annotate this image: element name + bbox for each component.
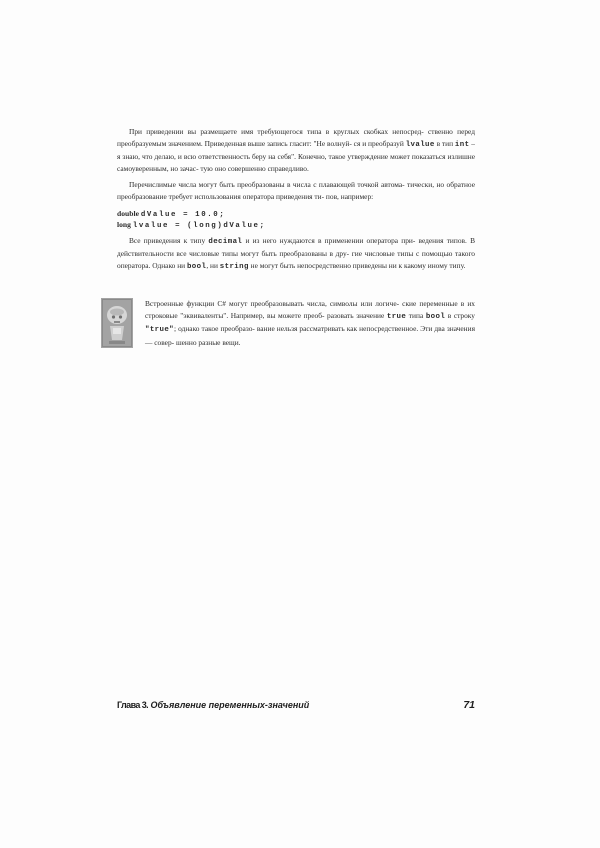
paragraph-enumerable: Перечислимые числа могут быть преобразованы в числа с плавающей точкой автома- тически, но обратное преобразование требует использования оператора приведения ти- пов, например: [117,180,475,201]
text-run: типа [406,310,426,320]
text-run: не могут быть непосредственно приведены ни к какому иному типу. [248,261,466,270]
inline-code: decimal [208,238,243,246]
text-run: в тип [434,139,455,148]
text-run: в строку [445,310,475,320]
code-line [117,209,475,220]
note-text [145,298,475,348]
technical-note [101,298,475,358]
main-text [117,126,475,273]
page-footer [117,700,475,714]
inline-code: "true" [145,326,175,335]
text-run: Встроенные функции C# могут преобразовывать числа, символы или логиче- ские переменные в их строковые "эквиваленты". Например, вы можете преоб- разовать значение [145,299,475,320]
inline-code: string [219,263,249,271]
code-keyword: double [117,209,141,218]
code-example [117,209,475,231]
code-text: lvalue = (long)dValue; [132,222,266,230]
page-number: 71 [463,699,475,711]
text-run: ; однако такое преобразо- вание нельзя рассматривать как непосредственное. Эти два значения — совер- шенно разные вещи. [145,324,475,347]
text-run: При приведении вы размещаете имя требующегося типа в круглых скобках непосред- ственно перед преобразуемым значением. Приведенная выше запись гласит: "Не волнуй- ся и преобразуй [117,127,475,148]
inline-code: true [386,312,407,321]
text-run: и из него нуждаются в применении оператора при- ведения типов. В действительности все числовые типы могут быть преобразованы в дру- гие числовые типы с помощью такого оператора. Однако ни [117,236,475,270]
text-run: Все приведения к типу [129,236,209,245]
chapter-label: Глава 3. [117,700,149,710]
chapter-title: Объявление переменных-значений [150,700,310,710]
running-footer-title [117,700,309,710]
paragraph-casting [117,126,475,175]
text-run: – я знаю, что делаю, и всю ответственность беру на себя". Конечно, такое утверждение может показаться излишне самоуверенным, но зачас- тую оно совершенно справедливо. [117,139,475,173]
code-line [117,220,475,231]
technical-stuff-icon [101,298,133,348]
inline-code: int [454,141,470,149]
paragraph-decimal [117,235,475,273]
inline-code: bool [186,263,207,271]
code-text: dValue = 10.0; [140,211,226,219]
text-run: , ни [206,261,220,270]
inline-code: bool [425,312,446,321]
code-keyword: long [117,220,133,229]
inline-code: lvalue [405,141,435,149]
